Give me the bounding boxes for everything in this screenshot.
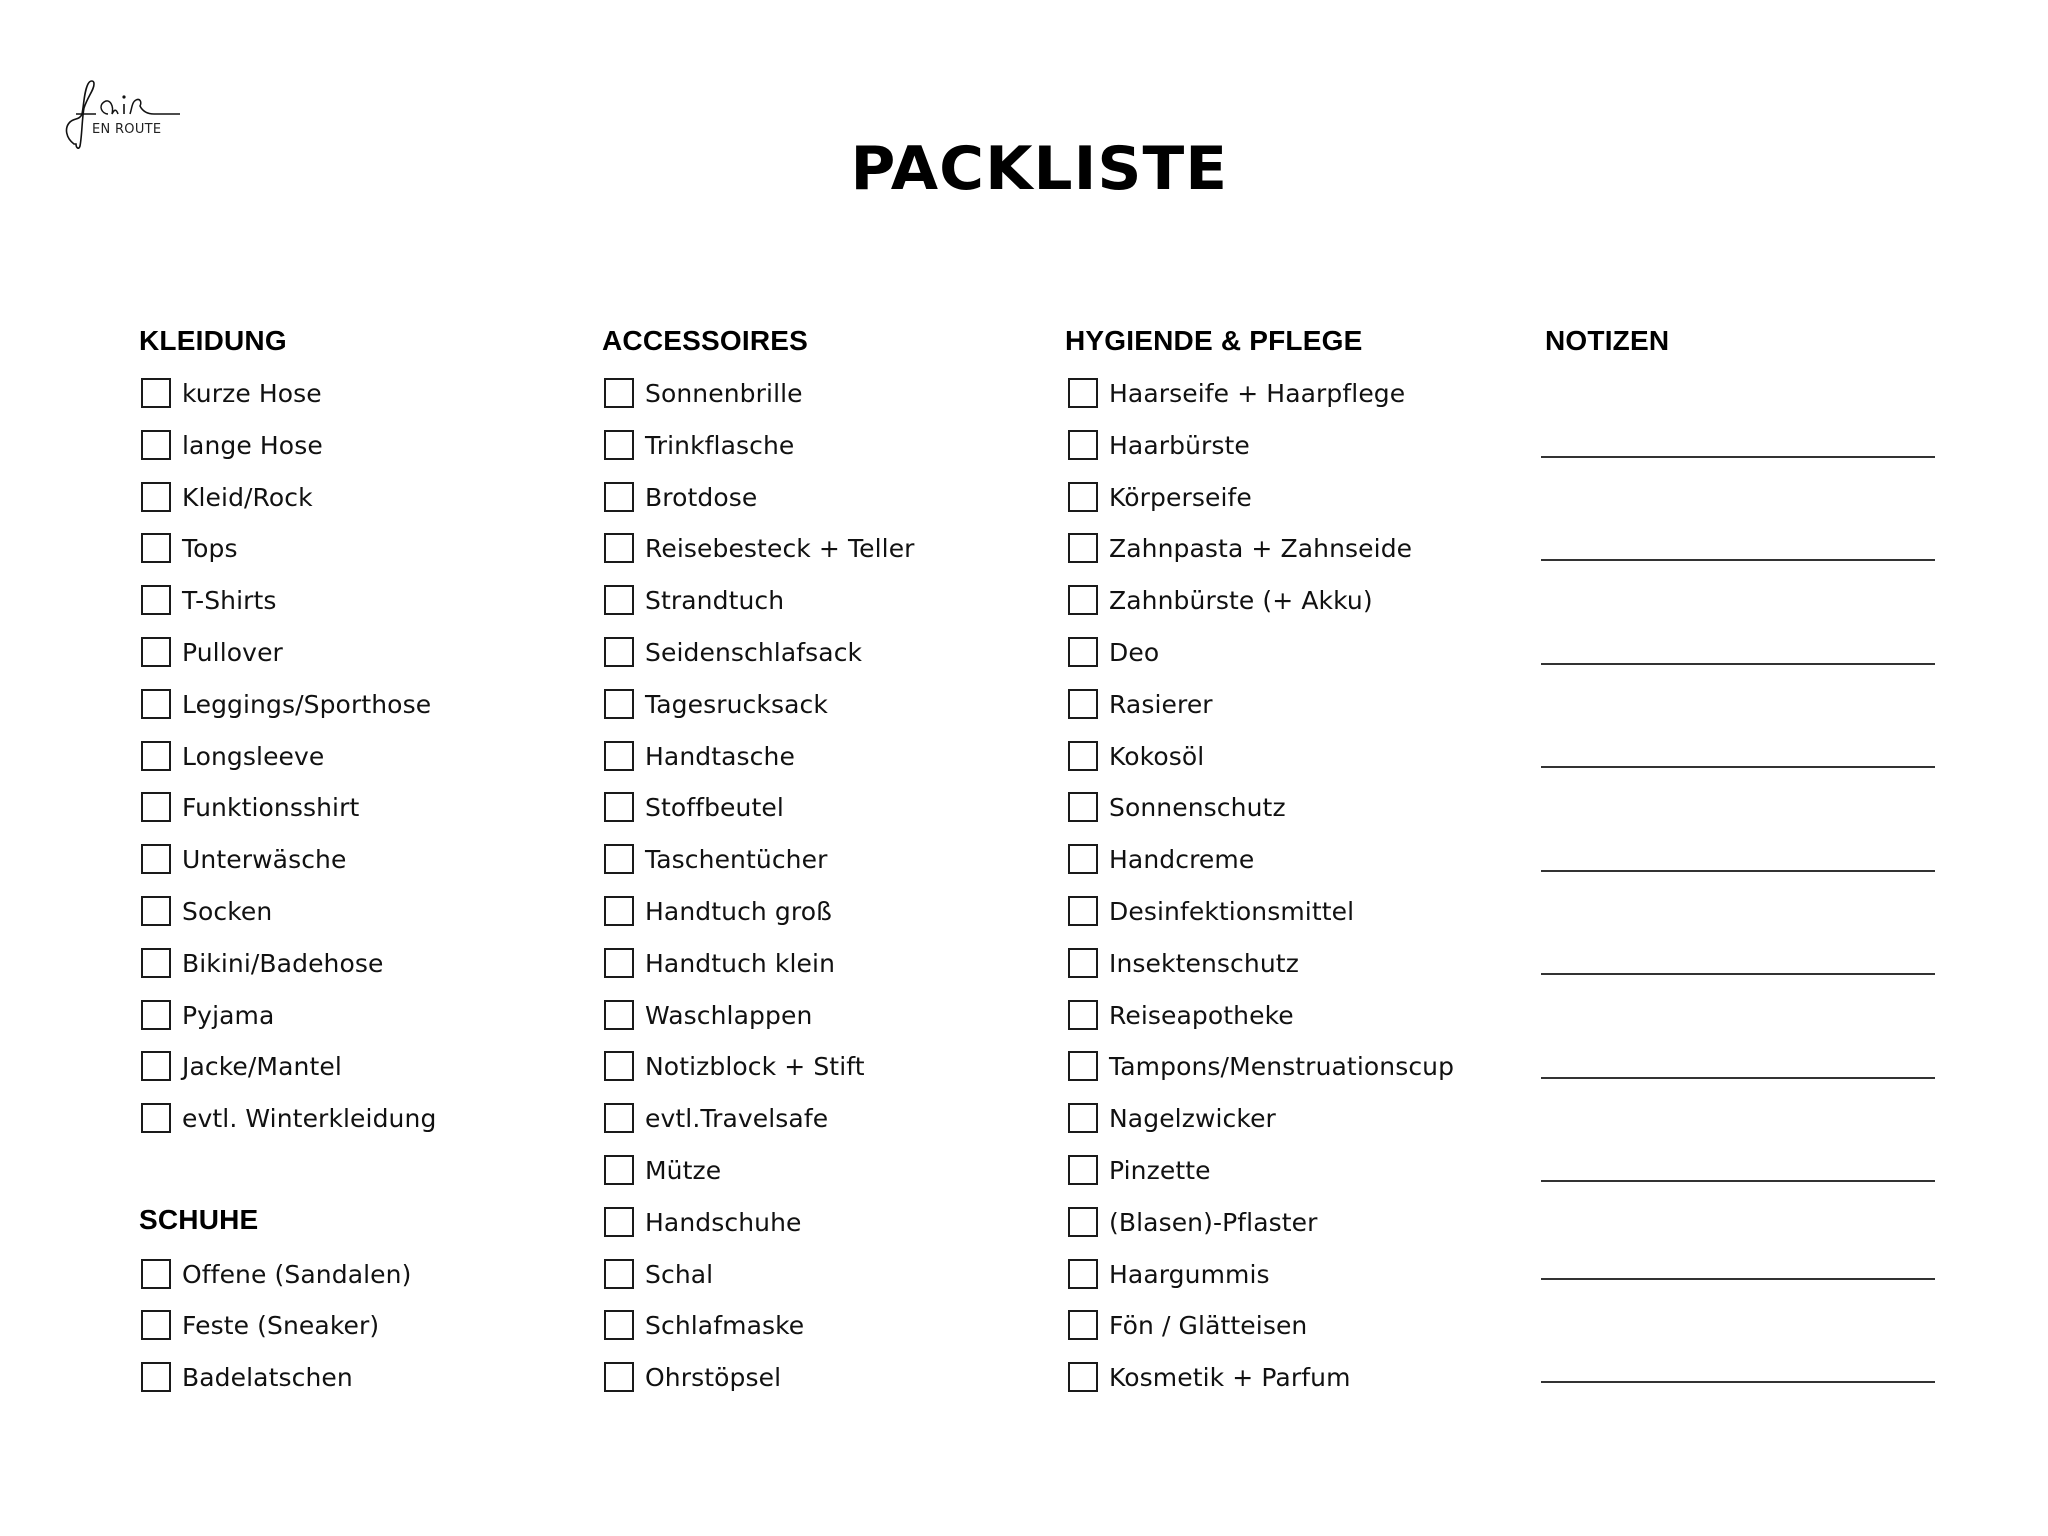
checklist-item[interactable]	[141, 1310, 379, 1340]
checkbox[interactable]	[141, 1051, 171, 1081]
checklist-item[interactable]	[1068, 741, 1204, 771]
item-label: Leggings/Sporthose	[182, 689, 432, 719]
checklist-item[interactable]	[141, 637, 283, 667]
checklist-item[interactable]	[1068, 378, 1405, 408]
item-label: lange Hose	[182, 430, 323, 460]
checklist-item[interactable]	[141, 430, 323, 460]
checkbox[interactable]	[141, 1259, 171, 1289]
note-line[interactable]	[1541, 870, 1935, 872]
note-line[interactable]	[1541, 663, 1935, 665]
item-label: Notizblock + Stift	[645, 1051, 865, 1081]
checklist-item[interactable]	[604, 585, 784, 615]
checklist-item[interactable]	[1068, 482, 1252, 512]
item-label: Handtuch groß	[645, 896, 832, 926]
checklist-item[interactable]	[604, 896, 832, 926]
item-label: Tagesrucksack	[645, 689, 828, 719]
checkbox[interactable]	[604, 378, 634, 408]
checklist-item[interactable]	[1068, 637, 1159, 667]
checklist-item[interactable]	[141, 896, 272, 926]
item-label: Kosmetik + Parfum	[1109, 1362, 1351, 1392]
item-label: Feste (Sneaker)	[182, 1310, 380, 1340]
checkbox[interactable]	[141, 896, 171, 926]
item-label: Fön / Glätteisen	[1109, 1310, 1308, 1340]
item-label: Nagelzwicker	[1109, 1103, 1276, 1133]
checkbox[interactable]	[1068, 792, 1098, 822]
note-line[interactable]	[1541, 1381, 1935, 1383]
checkbox[interactable]	[604, 1310, 634, 1340]
checklist-item[interactable]	[1068, 792, 1286, 822]
checkbox[interactable]	[604, 948, 634, 978]
checklist-item[interactable]	[604, 637, 862, 667]
checklist-item[interactable]	[604, 792, 784, 822]
checklist-item[interactable]	[1068, 948, 1299, 978]
checkbox[interactable]	[141, 948, 171, 978]
item-label: Haarbürste	[1109, 430, 1250, 460]
item-label: Trinkflasche	[645, 430, 795, 460]
item-label: Schal	[645, 1259, 714, 1289]
checkbox[interactable]	[1068, 948, 1098, 978]
item-label: Stoffbeutel	[645, 792, 784, 822]
section-heading-accessoires: ACCESSOIRES	[602, 325, 809, 356]
checkbox[interactable]	[1068, 844, 1098, 874]
checkbox[interactable]	[604, 1259, 634, 1289]
item-label: Strandtuch	[645, 585, 785, 615]
item-label: Taschentücher	[645, 844, 828, 874]
item-label: Bikini/Badehose	[182, 948, 384, 978]
checklist-item[interactable]	[141, 378, 322, 408]
checkbox[interactable]	[1068, 689, 1098, 719]
checklist-item[interactable]	[1068, 1310, 1307, 1340]
checkbox[interactable]	[1068, 1051, 1098, 1081]
checklist-item[interactable]	[604, 689, 828, 719]
item-label: Unterwäsche	[182, 844, 347, 874]
checkbox[interactable]	[141, 844, 171, 874]
checkbox[interactable]	[604, 1000, 634, 1030]
item-label: Zahnbürste (+ Akku)	[1109, 585, 1373, 615]
checkbox[interactable]	[1068, 1155, 1098, 1185]
checkbox[interactable]	[141, 1310, 171, 1340]
checkbox[interactable]	[141, 1362, 171, 1392]
item-label: Seidenschlafsack	[645, 637, 863, 667]
checklist-item[interactable]	[141, 482, 313, 512]
item-label: Kokosöl	[1109, 741, 1205, 771]
checklist-item[interactable]	[141, 792, 359, 822]
checkbox[interactable]	[604, 844, 634, 874]
note-line[interactable]	[1541, 1278, 1935, 1280]
checkbox[interactable]	[1068, 1310, 1098, 1340]
item-label: Deo	[1109, 637, 1160, 667]
checkbox[interactable]	[1068, 1207, 1098, 1237]
item-label: Pinzette	[1109, 1155, 1211, 1185]
item-label: Schlafmaske	[645, 1310, 805, 1340]
checklist-item[interactable]	[141, 689, 431, 719]
page-title: PACKLISTE	[850, 134, 1229, 204]
item-label: Handtasche	[645, 741, 795, 771]
section-heading-schuhe: SCHUHE	[139, 1204, 259, 1235]
checkbox[interactable]	[604, 430, 634, 460]
checklist-item[interactable]	[141, 844, 346, 874]
checkbox[interactable]	[1068, 1362, 1098, 1392]
checklist-item[interactable]	[141, 948, 384, 978]
checklist-item[interactable]	[604, 1259, 713, 1289]
checkbox[interactable]	[604, 1155, 634, 1185]
note-line[interactable]	[1541, 766, 1935, 768]
checklist-item[interactable]	[604, 844, 828, 874]
checklist-item[interactable]	[604, 948, 835, 978]
checklist-item[interactable]	[1068, 689, 1213, 719]
checklist-item[interactable]	[604, 1362, 781, 1392]
logo-subtitle: EN ROUTE	[92, 122, 162, 137]
item-label: evtl.Travelsafe	[645, 1103, 829, 1133]
checklist-item[interactable]	[604, 1051, 865, 1081]
item-label: Brotdose	[645, 482, 758, 512]
checklist-item[interactable]	[141, 585, 277, 615]
item-label: Handtuch klein	[645, 948, 836, 978]
item-label: T-Shirts	[182, 585, 277, 615]
checkbox[interactable]	[1068, 430, 1098, 460]
item-label: Handschuhe	[645, 1207, 802, 1237]
item-label: Jacke/Mantel	[182, 1051, 342, 1081]
checkbox[interactable]	[604, 1362, 634, 1392]
checklist-item[interactable]	[604, 1310, 804, 1340]
item-label: Tampons/Menstruationscup	[1109, 1051, 1455, 1081]
checkbox[interactable]	[141, 792, 171, 822]
item-label: Haargummis	[1109, 1259, 1270, 1289]
checklist-item[interactable]	[1068, 1207, 1318, 1237]
note-line[interactable]	[1541, 559, 1935, 561]
section-heading-notizen: NOTIZEN	[1545, 325, 1670, 356]
checklist-item[interactable]	[141, 533, 238, 563]
checkbox[interactable]	[1068, 585, 1098, 615]
checkbox[interactable]	[1068, 1000, 1098, 1030]
item-label: Mütze	[645, 1155, 722, 1185]
note-line[interactable]	[1541, 1077, 1935, 1079]
checklist-item[interactable]	[604, 378, 803, 408]
item-label: evtl. Winterkleidung	[182, 1103, 437, 1133]
checkbox[interactable]	[141, 430, 171, 460]
checkbox[interactable]	[604, 1103, 634, 1133]
checkbox[interactable]	[604, 896, 634, 926]
item-label: Reisebesteck + Teller	[645, 533, 915, 563]
item-label: Desinfektionsmittel	[1109, 896, 1355, 926]
checklist-item[interactable]	[1068, 430, 1250, 460]
checkbox[interactable]	[604, 533, 634, 563]
checklist-item[interactable]	[1068, 1103, 1276, 1133]
item-label: Pyjama	[182, 1000, 275, 1030]
checkbox[interactable]	[141, 689, 171, 719]
checklist-item[interactable]	[1068, 533, 1412, 563]
checklist-item[interactable]	[604, 1000, 812, 1030]
item-label: Reiseapotheke	[1109, 1000, 1294, 1030]
checklist-item[interactable]	[141, 1000, 274, 1030]
checkbox[interactable]	[141, 1000, 171, 1030]
checkbox[interactable]	[604, 1051, 634, 1081]
item-label: Funktionsshirt	[182, 792, 360, 822]
item-label: Insektenschutz	[1109, 948, 1299, 978]
checkbox[interactable]	[1068, 378, 1098, 408]
checklist-item[interactable]	[141, 741, 324, 771]
checklist-item[interactable]	[1068, 844, 1254, 874]
checkbox[interactable]	[604, 637, 634, 667]
checkbox[interactable]	[604, 482, 634, 512]
item-label: Kleid/Rock	[182, 482, 313, 512]
checkbox[interactable]	[604, 741, 634, 771]
checklist-item[interactable]	[1068, 896, 1354, 926]
checklist-item[interactable]	[141, 1051, 342, 1081]
checkbox[interactable]	[1068, 1103, 1098, 1133]
checkbox[interactable]	[1068, 533, 1098, 563]
item-label: Sonnenbrille	[645, 378, 803, 408]
item-label: Haarseife + Haarpflege	[1109, 378, 1406, 408]
item-label: Longsleeve	[182, 741, 325, 771]
item-label: Socken	[182, 896, 273, 926]
checkbox[interactable]	[1068, 637, 1098, 667]
checklist-item[interactable]	[141, 1103, 436, 1133]
checkbox[interactable]	[604, 689, 634, 719]
checkbox[interactable]	[604, 792, 634, 822]
item-label: Pullover	[182, 637, 283, 667]
checkbox[interactable]	[141, 585, 171, 615]
checklist-item[interactable]	[141, 1259, 411, 1289]
item-label: Zahnpasta + Zahnseide	[1109, 533, 1413, 563]
checkbox[interactable]	[604, 585, 634, 615]
checkbox[interactable]	[141, 378, 171, 408]
item-label: Badelatschen	[182, 1362, 353, 1392]
checklist-item[interactable]	[1068, 1362, 1351, 1392]
item-label: (Blasen)-Pflaster	[1109, 1207, 1318, 1237]
note-line[interactable]	[1541, 456, 1935, 458]
section-heading-kleidung: KLEIDUNG	[139, 325, 287, 356]
checkbox[interactable]	[141, 637, 171, 667]
item-label: Handcreme	[1109, 844, 1255, 874]
checklist-item[interactable]	[1068, 1155, 1211, 1185]
item-label: Ohrstöpsel	[645, 1362, 782, 1392]
item-label: Sonnenschutz	[1109, 792, 1286, 822]
checkbox[interactable]	[141, 482, 171, 512]
item-label: Rasierer	[1109, 689, 1213, 719]
item-label: Körperseife	[1109, 482, 1252, 512]
checklist-item[interactable]	[604, 482, 757, 512]
checkbox[interactable]	[141, 1103, 171, 1133]
checkbox[interactable]	[1068, 482, 1098, 512]
checklist-item[interactable]	[604, 1103, 828, 1133]
checklist-item[interactable]	[604, 430, 794, 460]
checklist-item[interactable]	[604, 533, 915, 563]
checklist-item[interactable]	[1068, 1000, 1294, 1030]
item-label: Waschlappen	[645, 1000, 813, 1030]
checkbox[interactable]	[141, 741, 171, 771]
checklist-item[interactable]	[1068, 585, 1373, 615]
checklist-item[interactable]	[604, 1155, 721, 1185]
checkbox[interactable]	[1068, 741, 1098, 771]
item-label: Tops	[182, 533, 238, 563]
note-line[interactable]	[1541, 1180, 1935, 1182]
checklist-item[interactable]	[604, 741, 795, 771]
checkbox[interactable]	[1068, 896, 1098, 926]
note-line[interactable]	[1541, 973, 1935, 975]
checkbox[interactable]	[1068, 1259, 1098, 1289]
checkbox[interactable]	[141, 533, 171, 563]
section-heading-hygiene: HYGIENDE & PFLEGE	[1065, 325, 1363, 356]
checklist-item[interactable]	[141, 1362, 353, 1392]
checklist-item[interactable]	[1068, 1051, 1454, 1081]
item-label: kurze Hose	[182, 378, 322, 408]
item-label: Offene (Sandalen)	[182, 1259, 412, 1289]
checklist-item[interactable]	[1068, 1259, 1270, 1289]
checkbox[interactable]	[604, 1207, 634, 1237]
checklist-item[interactable]	[604, 1207, 802, 1237]
